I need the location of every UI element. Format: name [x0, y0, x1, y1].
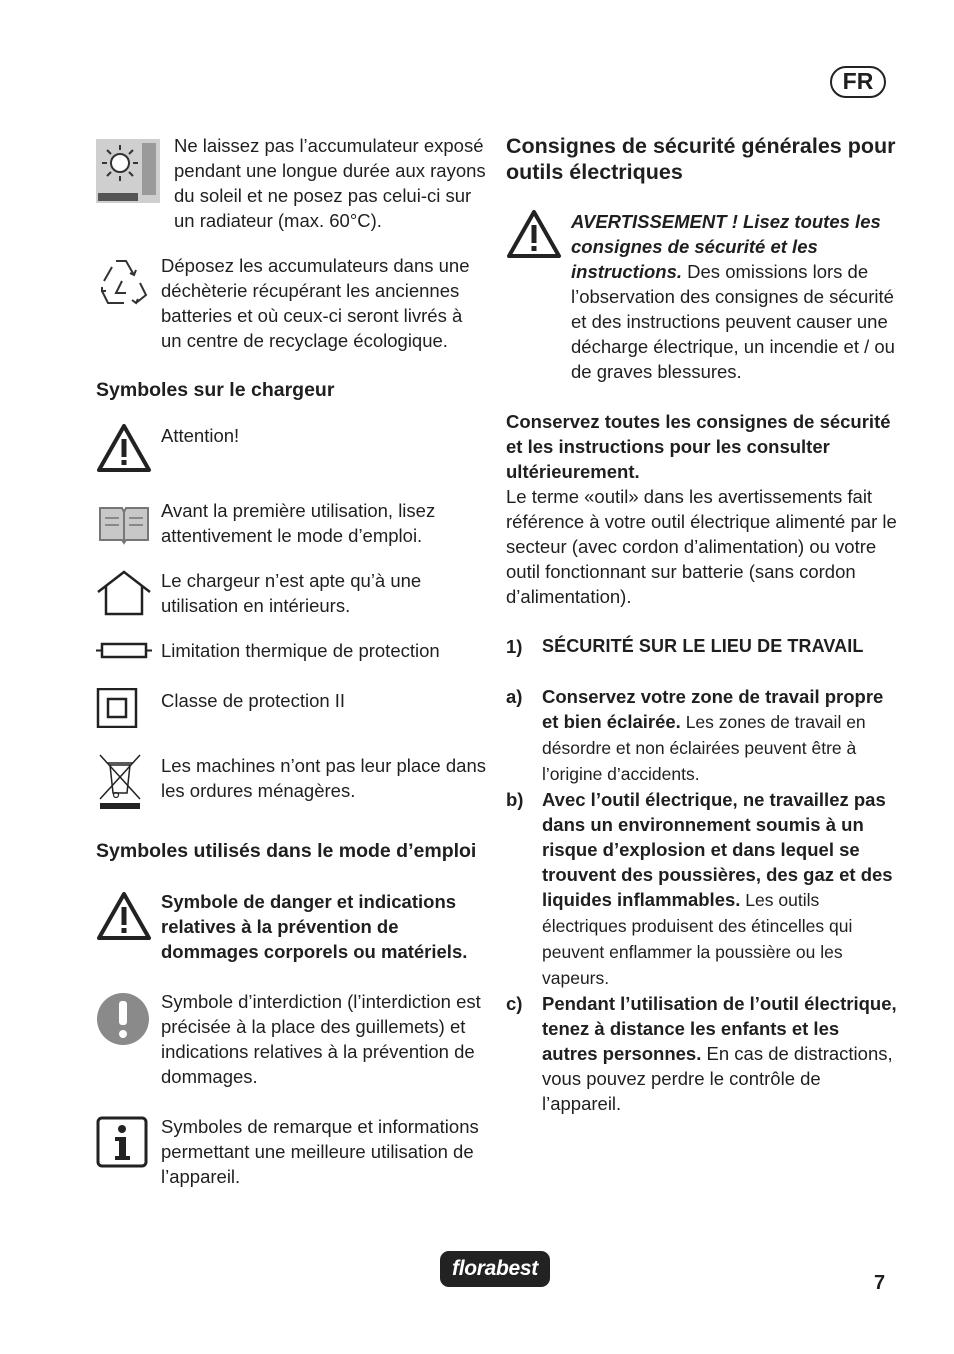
thermal-fuse-icon — [96, 638, 152, 663]
charger-symbol-row — [96, 568, 486, 618]
warning-text-block — [571, 209, 898, 384]
charger-symbol-row — [96, 423, 486, 473]
exclamation-icon — [96, 991, 152, 1047]
list-marker: c) — [506, 993, 523, 1014]
manual-symbol-text: Symbole d’interdiction (l’interdiction est précisée à la place des guillemets) et indications relatives à la prévention de dommages. — [161, 991, 481, 1087]
charger-symbols-heading: Symboles sur le chargeur — [96, 379, 335, 401]
keep-instructions-text: Le terme «outil» dans les avertissements fait référence à votre outil électrique alimenté par le secteur (avec cordon d’alimentation) ou votre outil fonctionnant sur batterie (sans cordon d’alimentation). — [506, 486, 897, 607]
page-number: 7 — [874, 1272, 886, 1294]
danger-triangle-icon — [96, 891, 152, 941]
charger-symbol-text: Limitation thermique de protection — [161, 640, 440, 661]
list-item-text: En cas de distractions, vous pouvez perdre le contrôle de l’appareil. — [542, 1043, 893, 1114]
list-item-body — [542, 684, 898, 787]
list-marker: b) — [506, 789, 524, 810]
charger-symbol-row — [96, 638, 486, 663]
list-item-bold: Avec l’outil électrique, ne travaillez pas dans un environnement soumis à un risque d’explosion et dans lequel se trouvent des poussières, des gaz et des liquides inflammables. — [542, 789, 893, 910]
charger-symbol-text: Le chargeur n’est apte qu’à une utilisation en intérieurs. — [161, 570, 422, 616]
charger-symbol-row — [96, 753, 486, 811]
section-number: 1) — [506, 636, 523, 657]
list-item — [506, 787, 898, 991]
charger-symbol-text: Attention! — [161, 425, 240, 446]
warning-block — [506, 209, 898, 384]
warning-triangle-icon — [506, 209, 562, 259]
manual-symbol-row — [96, 989, 486, 1089]
manual-symbol-text: Symbole de danger et indications relatives à la prévention de dommages corporels ou matériels. — [161, 891, 468, 962]
list-item — [506, 991, 898, 1116]
charger-symbol-text: Avant la première utilisation, lisez attentivement le mode d’emploi. — [161, 500, 436, 546]
list-item-body — [542, 787, 898, 991]
list-item — [506, 684, 898, 787]
recycle-row — [96, 253, 486, 353]
sun-heat-icon — [96, 139, 160, 203]
recycle-icon — [96, 253, 152, 309]
sun-warning-text: Ne laissez pas l’accumulateur exposé pendant une longue durée aux rayons du soleil et ne posez pas celui-ci sur un radiateur (max. 60°C). — [174, 135, 486, 231]
manual-symbol-row — [96, 889, 486, 964]
list-marker: a) — [506, 686, 523, 707]
section-title: SÉCURITÉ SUR LE LIEU DE TRAVAIL — [542, 636, 864, 656]
list-item-bold: Conservez votre zone de travail propre et bien éclairée. — [542, 686, 884, 732]
manual-symbol-row — [96, 1114, 486, 1189]
safety-heading: Consignes de sécurité générales pour outils électriques — [506, 134, 896, 184]
warning-body-text: Des omissions lors de l’observation des consignes de sécurité et des instructions peuvent causer une décharge électrique, un incendie et / ou de graves blessures. — [571, 261, 895, 382]
charger-symbol-row — [96, 688, 486, 728]
section-heading — [506, 634, 898, 659]
sun-warning-row — [96, 133, 486, 233]
info-icon — [96, 1116, 152, 1168]
language-badge: FR — [830, 66, 886, 98]
right-column — [506, 133, 898, 1116]
list-item-bold: Pendant l’utilisation de l’outil électrique, tenez à distance les enfants et les autres personnes. — [542, 993, 897, 1064]
crossed-bin-icon — [96, 753, 152, 811]
list-item-text: Les outils électriques produisent des étincelles qui peuvent enflammer la poussière ou les vapeurs. — [542, 890, 853, 988]
brand-logo: florabest — [440, 1251, 550, 1287]
charger-symbol-text: Classe de protection II — [161, 690, 346, 711]
manual-symbols-heading: Symboles utilisés dans le mode d’emploi — [96, 840, 477, 862]
book-icon — [96, 498, 152, 548]
warning-bold-text: AVERTISSEMENT ! Lisez toutes les consignes de sécurité et les instructions. — [571, 211, 881, 282]
recycle-text: Déposez les accumulateurs dans une déchèterie récupérant les anciennes batteries et où ceux-ci seront livrés à un centre de recyclage écologique. — [161, 255, 470, 351]
manual-symbol-text: Symboles de remarque et informations permettant une meilleure utilisation de l’appareil. — [161, 1116, 479, 1187]
charger-symbol-row — [96, 498, 486, 548]
list-item-body — [542, 991, 898, 1116]
house-icon — [96, 568, 152, 618]
protection-class-ii-icon — [96, 688, 152, 728]
list-item-text: Les zones de travail en désordre et non éclairées peuvent être à l’origine d’accidents. — [542, 712, 866, 784]
charger-symbol-text: Les machines n’ont pas leur place dans les ordures ménagères. — [161, 755, 486, 801]
left-column — [96, 133, 486, 1189]
keep-instructions-bold: Conservez toutes les consignes de sécurité et les instructions pour les consulter ultérieurement. — [506, 411, 891, 482]
warning-triangle-icon — [96, 423, 152, 473]
